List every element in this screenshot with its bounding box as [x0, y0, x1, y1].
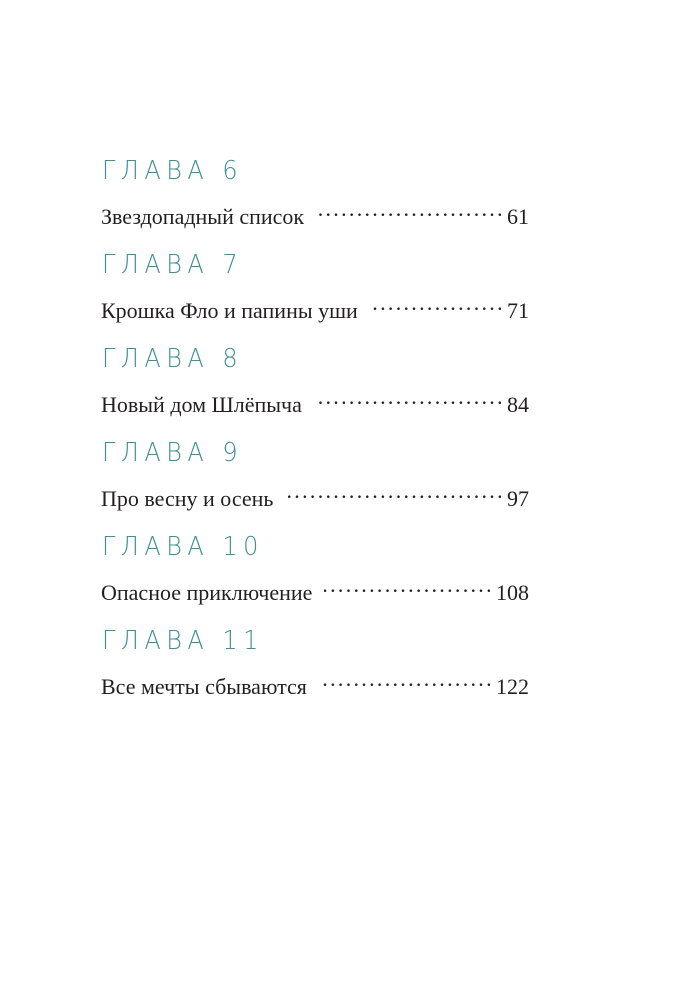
page-number: 97 [507, 486, 529, 511]
page-number: 84 [507, 392, 529, 417]
toc-entry [101, 342, 529, 436]
chapter-title: Звездопадный список [101, 204, 305, 229]
page-number: 71 [507, 298, 529, 323]
dot-leader [370, 288, 501, 318]
chapter-heading: ГЛАВА 8 [102, 344, 244, 374]
dot-leader [324, 570, 490, 600]
chapter-title: Опасное приключение [101, 580, 313, 605]
toc-entry [101, 530, 529, 624]
dot-leader [319, 664, 490, 694]
dot-leader [285, 476, 501, 506]
chapter-title: Про весну и осень [101, 486, 274, 511]
toc-line [101, 570, 529, 605]
page-number: 61 [507, 204, 529, 229]
toc-line [101, 476, 529, 511]
page-number: 108 [496, 580, 529, 605]
chapter-heading: ГЛАВА 10 [102, 532, 264, 562]
chapter-title: Все мечты сбываются [101, 674, 307, 699]
toc-line [101, 194, 529, 229]
toc-line [101, 664, 529, 699]
chapter-heading: ГЛАВА 9 [102, 438, 244, 468]
table-of-contents [101, 154, 529, 718]
chapter-heading: ГЛАВА 7 [102, 250, 244, 280]
toc-line [101, 382, 529, 417]
page-number: 122 [496, 674, 529, 699]
chapter-title: Крошка Фло и папины уши [101, 298, 358, 323]
toc-entry [101, 154, 529, 248]
dot-leader [316, 194, 501, 224]
toc-entry [101, 248, 529, 342]
dot-leader [314, 382, 501, 412]
toc-entry [101, 624, 529, 718]
chapter-title: Новый дом Шлёпыча [101, 392, 302, 417]
toc-line [101, 288, 529, 323]
toc-entry [101, 436, 529, 530]
chapter-heading: ГЛАВА 6 [102, 156, 244, 186]
chapter-heading: ГЛАВА 11 [102, 626, 264, 656]
